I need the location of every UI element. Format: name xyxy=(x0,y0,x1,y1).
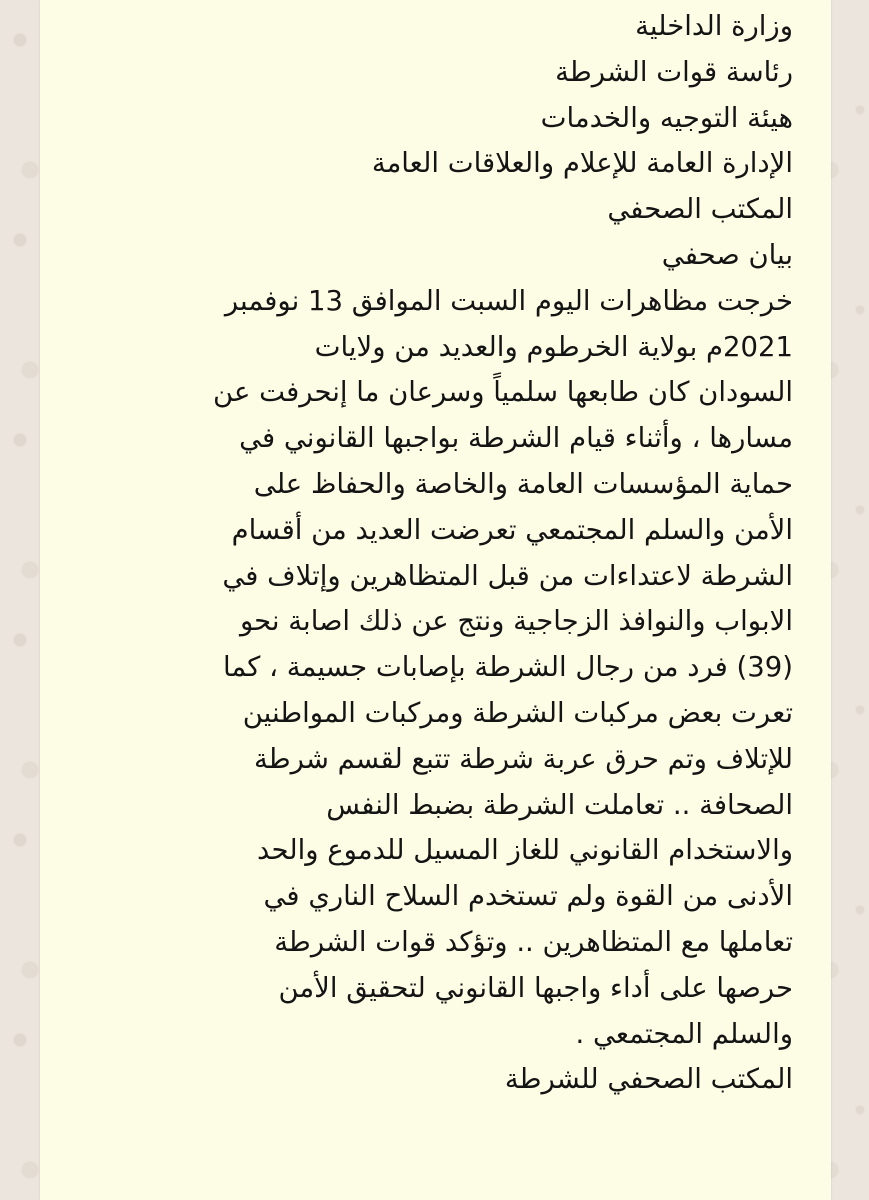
message-line: الابواب والنوافذ الزجاجية ونتج عن ذلك اصابة نحو xyxy=(239,605,793,638)
chat-wallpaper-left xyxy=(0,0,38,1200)
message-line: تعرت بعض مركبات الشرطة ومركبات المواطنين xyxy=(242,696,793,729)
message-line: الإدارة العامة للإعلام والعلاقات العامة xyxy=(371,147,793,180)
message-line: والاستخدام القانوني للغاز المسيل للدموع والحد xyxy=(257,834,793,867)
chat-wallpaper-right xyxy=(831,0,869,1200)
message-line: الصحافة .. تعاملت الشرطة بضبط النفس xyxy=(326,788,793,821)
message-line: وزارة الداخلية xyxy=(635,10,793,42)
message-line: هيئة التوجيه والخدمات xyxy=(540,101,793,134)
message-line: المكتب الصحفي xyxy=(607,193,793,226)
message-line: 2021م بولاية الخرطوم والعديد من ولايات xyxy=(314,330,793,363)
message-line: والسلم المجتمعي . xyxy=(575,1017,793,1050)
message-bubble[interactable] xyxy=(40,0,831,1200)
message-line: حرصها على أداء واجبها القانوني لتحقيق الأمن xyxy=(278,971,793,1004)
message-line: رئاسة قوات الشرطة xyxy=(555,55,793,88)
message-line: مسارها ، وأثناء قيام الشرطة بواجبها القانوني في xyxy=(239,422,793,455)
message-line: خرجت مظاهرات اليوم السبت الموافق 13 نوفمبر xyxy=(224,284,793,317)
message-line: الشرطة لاعتداءات من قبل المتظاهرين وإتلاف في xyxy=(222,559,793,592)
message-line: للإتلاف وتم حرق عربة شرطة تتبع لقسم شرطة xyxy=(254,742,793,775)
message-line: المكتب الصحفي للشرطة xyxy=(504,1063,793,1096)
message-line: الأدنى من القوة ولم تستخدم السلاح الناري في xyxy=(263,880,793,913)
message-line: حماية المؤسسات العامة والخاصة والحفاظ على xyxy=(253,467,793,500)
message-text xyxy=(60,4,793,1103)
message-line: الأمن والسلم المجتمعي تعرضت العديد من أقسام xyxy=(231,513,793,546)
message-line: بيان صحفي xyxy=(661,238,793,271)
message-line: تعاملها مع المتظاهرين .. وتؤكد قوات الشرطة xyxy=(274,925,793,958)
message-line: (39) فرد من رجال الشرطة بإصابات جسيمة ، كما xyxy=(222,651,793,684)
message-line: السودان كان طابعها سلمياً وسرعان ما إنحرفت عن xyxy=(213,376,793,409)
